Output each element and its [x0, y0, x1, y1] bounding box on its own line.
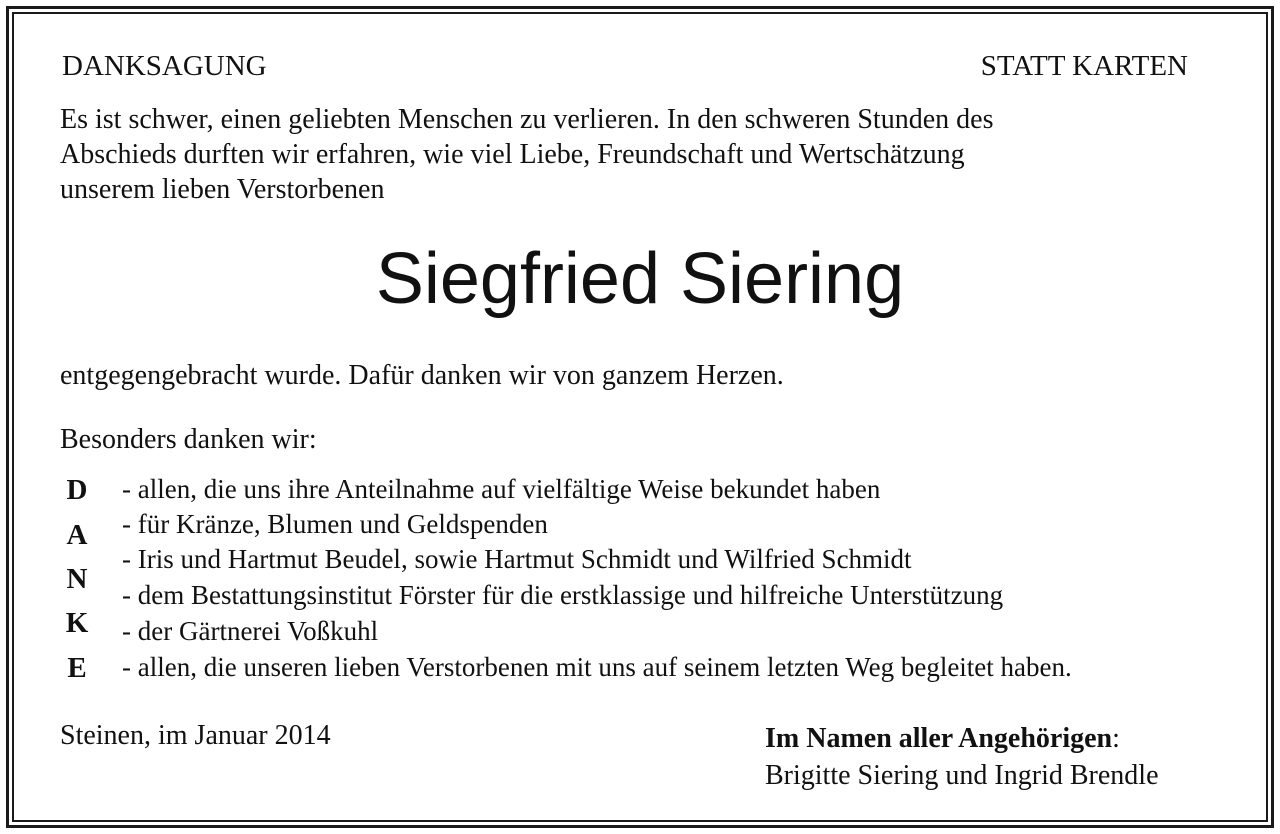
place-date: Steinen, im Januar 2014: [60, 720, 331, 751]
on-behalf-line: [765, 720, 1159, 757]
danke-letter: D: [66, 474, 88, 506]
besonders-heading: Besonders danken wir:: [60, 424, 317, 455]
thanks-item: - für Kränze, Blumen und Geldspenden: [122, 509, 548, 539]
heading-danksagung: DANKSAGUNG: [62, 50, 267, 82]
danke-letter: N: [66, 563, 88, 595]
after-name-text: entgegengebracht wurde. Dafür danken wir von ganzem Herzen.: [60, 360, 784, 391]
danke-letter: K: [65, 607, 89, 639]
danke-letter: E: [67, 652, 87, 684]
intro-line: unserem lieben Verstorbenen: [60, 174, 385, 205]
on-behalf-colon: :: [1112, 723, 1120, 754]
thanks-item: - Iris und Hartmut Beudel, sowie Hartmut Schmidt und Wilfried Schmidt: [122, 544, 912, 574]
thanks-item: - der Gärtnerei Voßkuhl: [122, 616, 379, 646]
signers: Brigitte Siering und Ingrid Brendle: [765, 760, 1159, 791]
signature-block: [765, 720, 1159, 794]
thanks-item: - allen, die uns ihre Anteilnahme auf vielfältige Weise bekundet haben: [122, 474, 881, 504]
deceased-name: Siegfried Siering: [375, 239, 905, 319]
thanks-item: - dem Bestattungsinstitut Förster für die erstklassige und hilfreiche Unterstützung: [122, 580, 1004, 610]
intro-line: Abschieds durften wir erfahren, wie viel Liebe, Freundschaft und Wertschätzung: [60, 139, 965, 170]
intro-line: Es ist schwer, einen geliebten Menschen zu verlieren. In den schweren Stunden des: [60, 104, 994, 135]
thanks-item: - allen, die unseren lieben Verstorbenen mit uns auf seinem letzten Weg begleitet haben.: [122, 652, 1072, 682]
heading-statt-karten: STATT KARTEN: [980, 50, 1188, 82]
danke-letter: A: [66, 519, 88, 551]
intro-text: [60, 102, 993, 207]
on-behalf-text: Im Namen aller Angehörigen: [765, 723, 1113, 754]
